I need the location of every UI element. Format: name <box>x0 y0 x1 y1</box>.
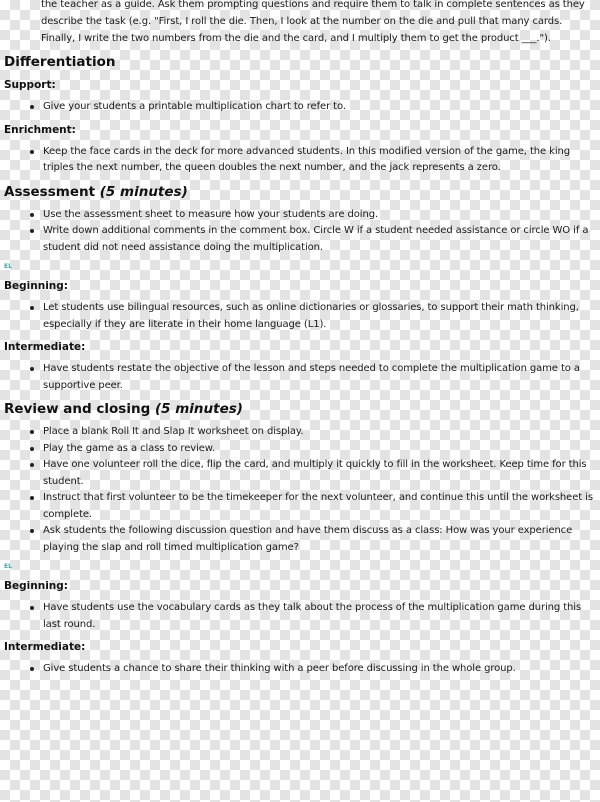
support-label: Support: <box>4 79 56 91</box>
assessment-heading <box>4 183 596 201</box>
assessment-list <box>4 207 596 257</box>
assessment-section <box>4 183 596 395</box>
differentiation-heading: Differentiation <box>4 54 116 70</box>
intermediate-label: Intermediate: <box>4 341 86 353</box>
list-item: Instruct that first volunteer to be the timekeeper for the next volunteer, and continue this until the worksheet is complete. <box>37 490 596 523</box>
review-section <box>4 400 596 678</box>
el-tag: EL <box>4 563 12 570</box>
el-tag: EL <box>4 263 12 270</box>
enrichment-label: Enrichment: <box>4 123 76 136</box>
list-item: Have one volunteer roll the dice, flip the card, and multiply it quickly to fill in the worksheet. Keep time for this student. <box>37 457 596 490</box>
beginning-list <box>4 600 596 633</box>
assessment-title: Assessment <box>4 183 96 200</box>
list-item: Play the game as a class to review. <box>37 441 596 458</box>
list-item: Keep the face cards in the deck for more advanced students. In this modified version of the game, the king triples the next number, the queen doubles the next number, and the jack represents a zero. <box>37 144 596 177</box>
list-item: Let students use bilingual resources, such as online dictionaries or glossaries, to support their math thinking, especially if they are literate in their home language (L1). <box>37 300 596 333</box>
intermediate-list <box>4 661 596 678</box>
review-time: (5 minutes) <box>154 401 243 417</box>
review-list <box>4 424 596 556</box>
list-item: Write down additional comments in the comment box. Circle W if a student needed assistance or circle WO if a student did not need assistance doing the multiplication. <box>37 223 596 256</box>
differentiation-section <box>4 53 596 177</box>
list-item: Have students restate the objective of the lesson and steps needed to complete the multiplication game to a supportive peer. <box>37 361 596 394</box>
list-item: Have students use the vocabulary cards as they talk about the process of the multiplication game during this last round. <box>37 600 596 633</box>
beginning-label: Beginning: <box>4 280 68 292</box>
assessment-time: (5 minutes) <box>99 183 188 200</box>
intro-paragraph: the teacher as a guide. Ask them prompting questions and require them to talk in complete sentences as they describe the task (e.g. "First, I roll the die. Then, I look at the number on the die and pull that many cards. Finally, I write the two numbers from the die and the card, and I multiply them to get the product ___."). <box>41 0 585 44</box>
list-item: Place a blank Roll It and Slap It worksheet on display. <box>37 424 596 441</box>
list-item: Ask students the following discussion question and have them discuss as a class: How was your experience playing the slap and roll timed multiplication game? <box>37 523 596 556</box>
beginning-label: Beginning: <box>4 580 68 592</box>
list-item: Use the assessment sheet to measure how your students are doing. <box>37 207 596 224</box>
enrichment-list <box>4 144 596 177</box>
review-title: Review and closing <box>4 401 151 417</box>
review-heading <box>4 400 596 418</box>
list-item: Give your students a printable multiplication chart to refer to. <box>37 99 596 116</box>
beginning-list <box>4 300 596 333</box>
intermediate-label: Intermediate: <box>4 641 86 653</box>
support-list <box>4 99 596 116</box>
list-item: Give students a chance to share their thinking with a peer before discussing in the whole group. <box>37 661 596 678</box>
intermediate-list <box>4 361 596 394</box>
